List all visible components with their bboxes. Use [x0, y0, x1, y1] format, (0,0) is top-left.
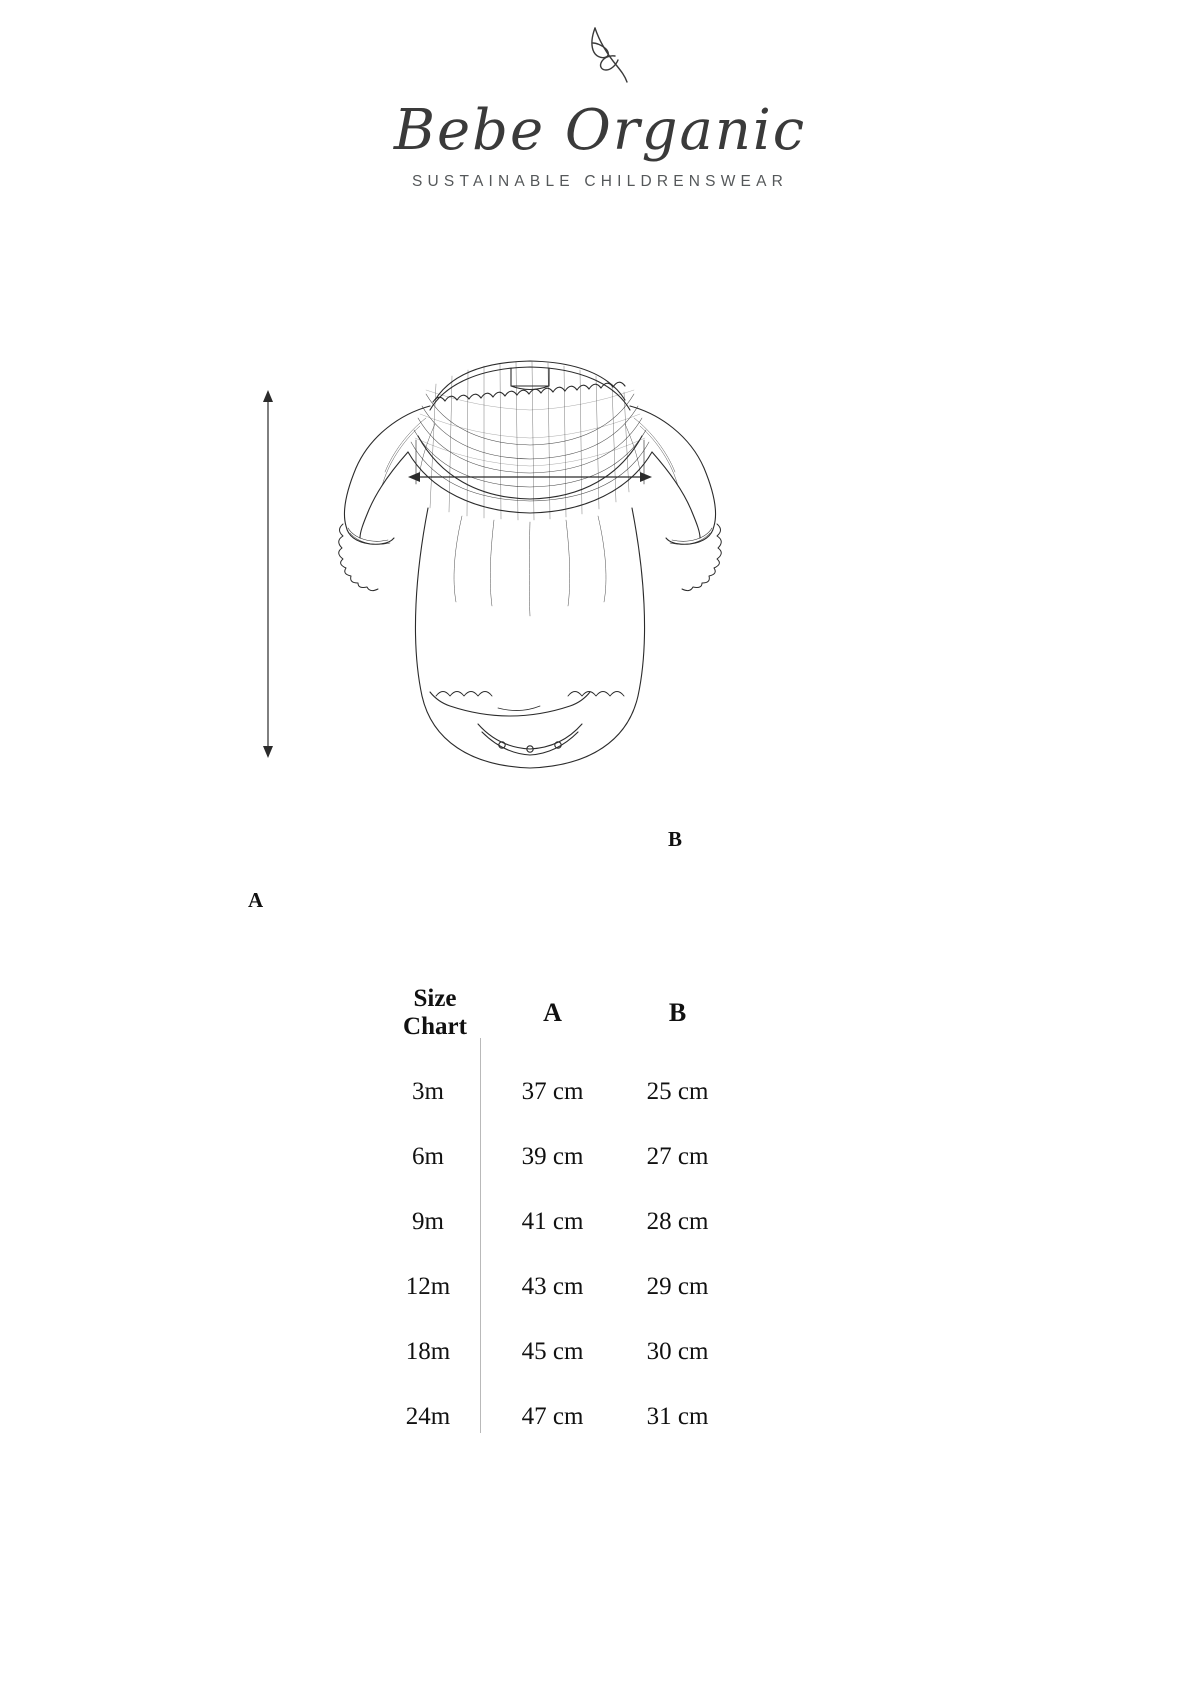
value-b: 27 cm: [646, 1142, 709, 1170]
table-row: [380, 1059, 740, 1124]
dimension-a-label: A: [248, 888, 264, 912]
value-a: 37 cm: [521, 1077, 584, 1105]
value-b: 28 cm: [646, 1207, 709, 1235]
size-label: 24m: [405, 1402, 451, 1430]
romper-illustration: [230, 340, 830, 840]
dimension-b-label: B: [668, 827, 683, 851]
table-row: [380, 1254, 740, 1319]
value-b: 30 cm: [646, 1337, 709, 1365]
size-chart-title-line2: Chart: [403, 1013, 467, 1040]
dimension-a-arrow: [263, 390, 273, 758]
table-row: [380, 1384, 740, 1449]
size-label: 3m: [412, 1077, 444, 1105]
value-a: 47 cm: [521, 1402, 584, 1430]
column-header-a: A: [543, 998, 562, 1027]
size-label: 6m: [412, 1142, 444, 1170]
value-a: 43 cm: [521, 1272, 584, 1300]
size-chart-title-line1: Size: [413, 985, 457, 1012]
value-a: 41 cm: [521, 1207, 584, 1235]
column-header-b: B: [668, 998, 687, 1027]
table-row: [380, 1189, 740, 1254]
size-label: 9m: [412, 1207, 444, 1235]
value-b: 31 cm: [646, 1402, 709, 1430]
brand-header: [0, 26, 1200, 191]
brand-tagline: SUSTAINABLE CHILDRENSWEAR: [411, 172, 789, 190]
value-b: 29 cm: [646, 1272, 709, 1300]
snap-buttons: [499, 742, 561, 752]
value-a: 45 cm: [521, 1337, 584, 1365]
size-label: 18m: [405, 1337, 451, 1365]
value-a: 39 cm: [521, 1142, 584, 1170]
table-row: [380, 1124, 740, 1189]
brand-name: Bebe Organic: [393, 98, 807, 163]
table-row: [380, 1319, 740, 1384]
leaf-sprig-icon: [565, 26, 635, 88]
size-chart: [380, 985, 740, 1449]
size-label: 12m: [405, 1272, 451, 1300]
size-chart-table: [380, 985, 740, 1449]
garment-technical-drawing: [0, 340, 1200, 912]
table-header-row: [380, 985, 740, 1059]
size-chart-title: [380, 985, 490, 1059]
chart-divider: [480, 1038, 481, 1433]
value-b: 25 cm: [646, 1077, 709, 1105]
